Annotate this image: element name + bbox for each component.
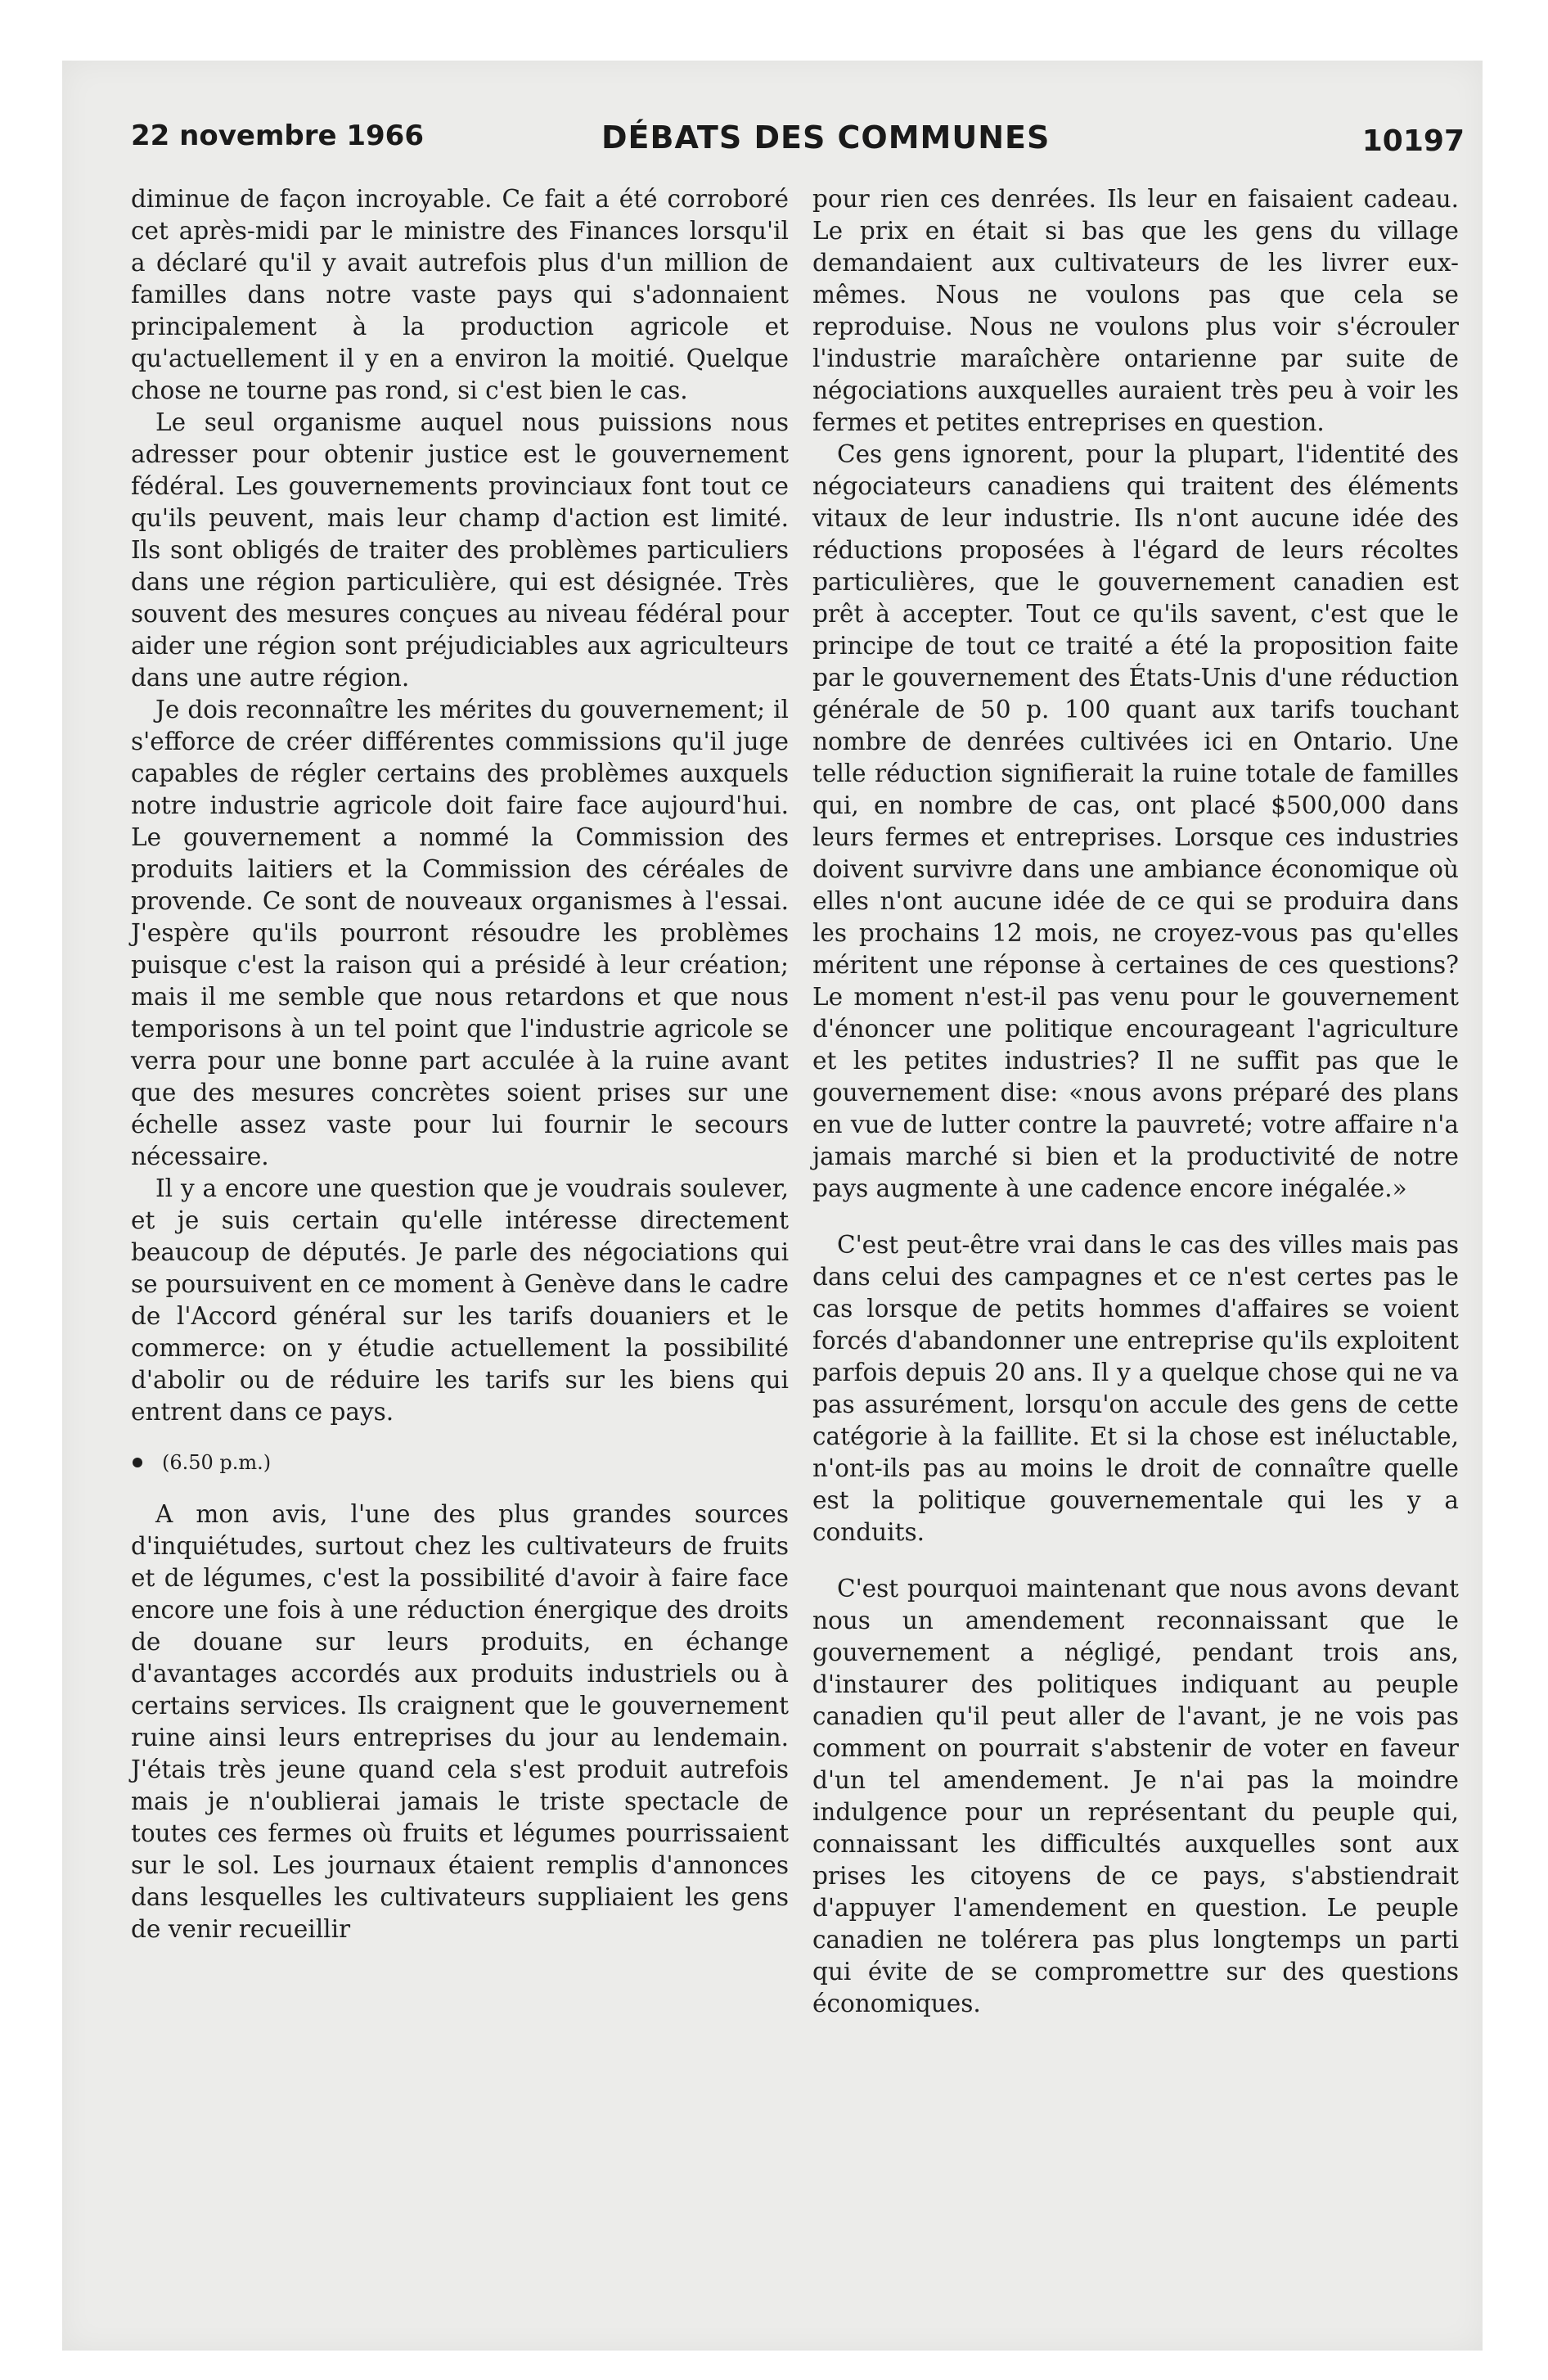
paragraph: Je dois reconnaître les mérites du gouvernement; il s'efforce de créer différentes commissions qu'il juge capables de régler certains des problèmes auxquels notre industrie agricole doit faire face aujourd'hui. Le gouvernement a nommé la Commission des produits laitiers et la Commission des céréales de provende. Ce sont de nouveaux organismes à l'essai. J'espère qu'ils pourront résoudre les problèmes puisque c'est la raison qui a présidé à leur création; mais il me semble que nous retardons et que nous temporisons à un tel point que l'industrie agricole se verra pour une bonne part acculée à la ruine avant que des mesures concrètes soient prises sur une échelle assez vaste pour lui fournir le secours nécessaire. bbox=[131, 696, 789, 1170]
timestamp-text: (6.50 p.m.) bbox=[162, 1451, 272, 1474]
header-date: 22 novembre 1966 bbox=[131, 119, 424, 152]
right-column bbox=[812, 183, 1459, 2020]
paragraph: Il y a encore une question que je voudrais soulever, et je suis certain qu'elle intéresse directement beaucoup de députés. Je parle des négociations qui se poursuivent en ce moment à Genève dans le cadre de l'Accord général sur les tarifs douaniers et le commerce: on y étudie actuellement la possibilité d'abolir ou de réduire les tarifs sur les biens qui entrent dans ce pays. bbox=[131, 1174, 789, 1426]
page-header bbox=[131, 119, 1465, 169]
timestamp-marker bbox=[131, 1449, 789, 1476]
page-number: 10197 bbox=[1361, 124, 1465, 158]
paragraph: Ces gens ignorent, pour la plupart, l'identité des négociateurs canadiens qui traitent des éléments vitaux de leur industrie. Ils n'ont aucune idée des réductions proposées à l'égard de leurs récoltes particulières, que le gouvernement canadien est prêt à accepter. Tout ce qu'ils savent, c'est que le principe de tout ce traité a été la proposition faite par le gouvernement des États-Unis d'une réduction générale de 50 p. 100 quant aux tarifs touchant nombre de denrées cultivées ici en Ontario. Une telle réduction signifierait la ruine totale de familles qui, en nombre de cas, ont placé $500,000 dans leurs fermes et entreprises. Lorsque ces industries doivent survivre dans une ambiance économique où elles n'ont aucune idée de ce qui se produira dans les prochains 12 mois, ne croyez-vous pas qu'elles méritent une réponse à certaines de ces questions? Le moment n'est-il pas venu pour le gouvernement d'énoncer une politique encourageant l'agriculture et les petites industries? Il ne suffit pas que le gouvernement dise: «nous avons préparé des plans en vue de lutter contre la pauvreté; votre affaire n'a jamais marché si bien et la productivité de notre pays augmente à une cadence encore inégalée.» bbox=[812, 440, 1459, 1202]
bullet-icon bbox=[133, 1458, 142, 1467]
left-column bbox=[131, 183, 789, 1945]
paragraph: diminue de façon incroyable. Ce fait a été corroboré cet après-midi par le ministre des Finances lorsqu'il a déclaré qu'il y avait autrefois plus d'un million de familles dans notre vaste pays qui s'adonnaient principalement à la production agricole et qu'actuellement il y en a environ la moitié. Quelque chose ne tourne pas rond, si c'est bien le cas. bbox=[131, 185, 789, 404]
paragraph: pour rien ces denrées. Ils leur en faisaient cadeau. Le prix en était si bas que les gens du village demandaient aux cultivateurs de les livrer eux-mêmes. Nous ne voulons pas que cela se reproduise. Nous ne voulons plus voir s'écrouler l'industrie maraîchère ontarienne par suite de négociations auxquelles auraient très peu à voir les fermes et petites entreprises en question. bbox=[812, 185, 1459, 436]
paragraph: C'est peut-être vrai dans le cas des villes mais pas dans celui des campagnes et ce n'est certes pas le cas lorsque de petits hommes d'affaires se voient forcés d'abandonner une entreprise qu'ils exploitent parfois depuis 20 ans. Il y a quelque chose qui ne va pas assurément, lorsqu'on accule des gens de cette catégorie à la faillite. Et si la chose est inéluctable, n'ont-ils pas au moins le droit de connaître quelle est la politique gouvernementale qui les y a conduits. bbox=[812, 1231, 1459, 1546]
paragraph: Le seul organisme auquel nous puissions nous adresser pour obtenir justice est le gouvernement fédéral. Les gouvernements provinciaux font tout ce qu'ils peuvent, mais leur champ d'action est limité. Ils sont obligés de traiter des problèmes particuliers dans une région particulière, qui est désignée. Très souvent des mesures conçues au niveau fédéral pour aider une région sont préjudiciables aux agriculteurs dans une autre région. bbox=[131, 408, 789, 692]
paragraph: C'est pourquoi maintenant que nous avons devant nous un amendement reconnaissant que le gouvernement a négligé, pendant trois ans, d'instaurer des politiques indiquant au peuple canadien qu'il peut aller de l'avant, je ne vois pas comment on pourrait s'abstenir de voter en faveur d'un tel amendement. Je n'ai pas la moindre indulgence pour un représentant du peuple qui, connaissant les difficultés auxquelles sont aux prises les citoyens de ce pays, s'abstiendrait d'appuyer l'amendement en question. Le peuple canadien ne tolérera pas plus longtemps un parti qui évite de se compromettre sur des questions économiques. bbox=[812, 1575, 1459, 2017]
paragraph: A mon avis, l'une des plus grandes sources d'inquiétudes, surtout chez les cultivateurs de fruits et de légumes, c'est la possibilité d'avoir à faire face encore une fois à une réduction énergique des droits de douane sur leurs produits, en échange d'avantages accordés aux produits industriels ou à certains services. Ils craignent que le gouvernement ruine ainsi leurs entreprises du jour au lendemain. J'étais très jeune quand cela s'est produit autrefois mais je n'oublierai jamais le triste spectacle de toutes ces fermes où fruits et légumes pourrissaient sur le sol. Les journaux étaient remplis d'annonces dans lesquelles les cultivateurs suppliaient les gens de venir recueillir bbox=[131, 1500, 789, 1943]
header-title: DÉBATS DES COMMUNES bbox=[601, 119, 1051, 156]
